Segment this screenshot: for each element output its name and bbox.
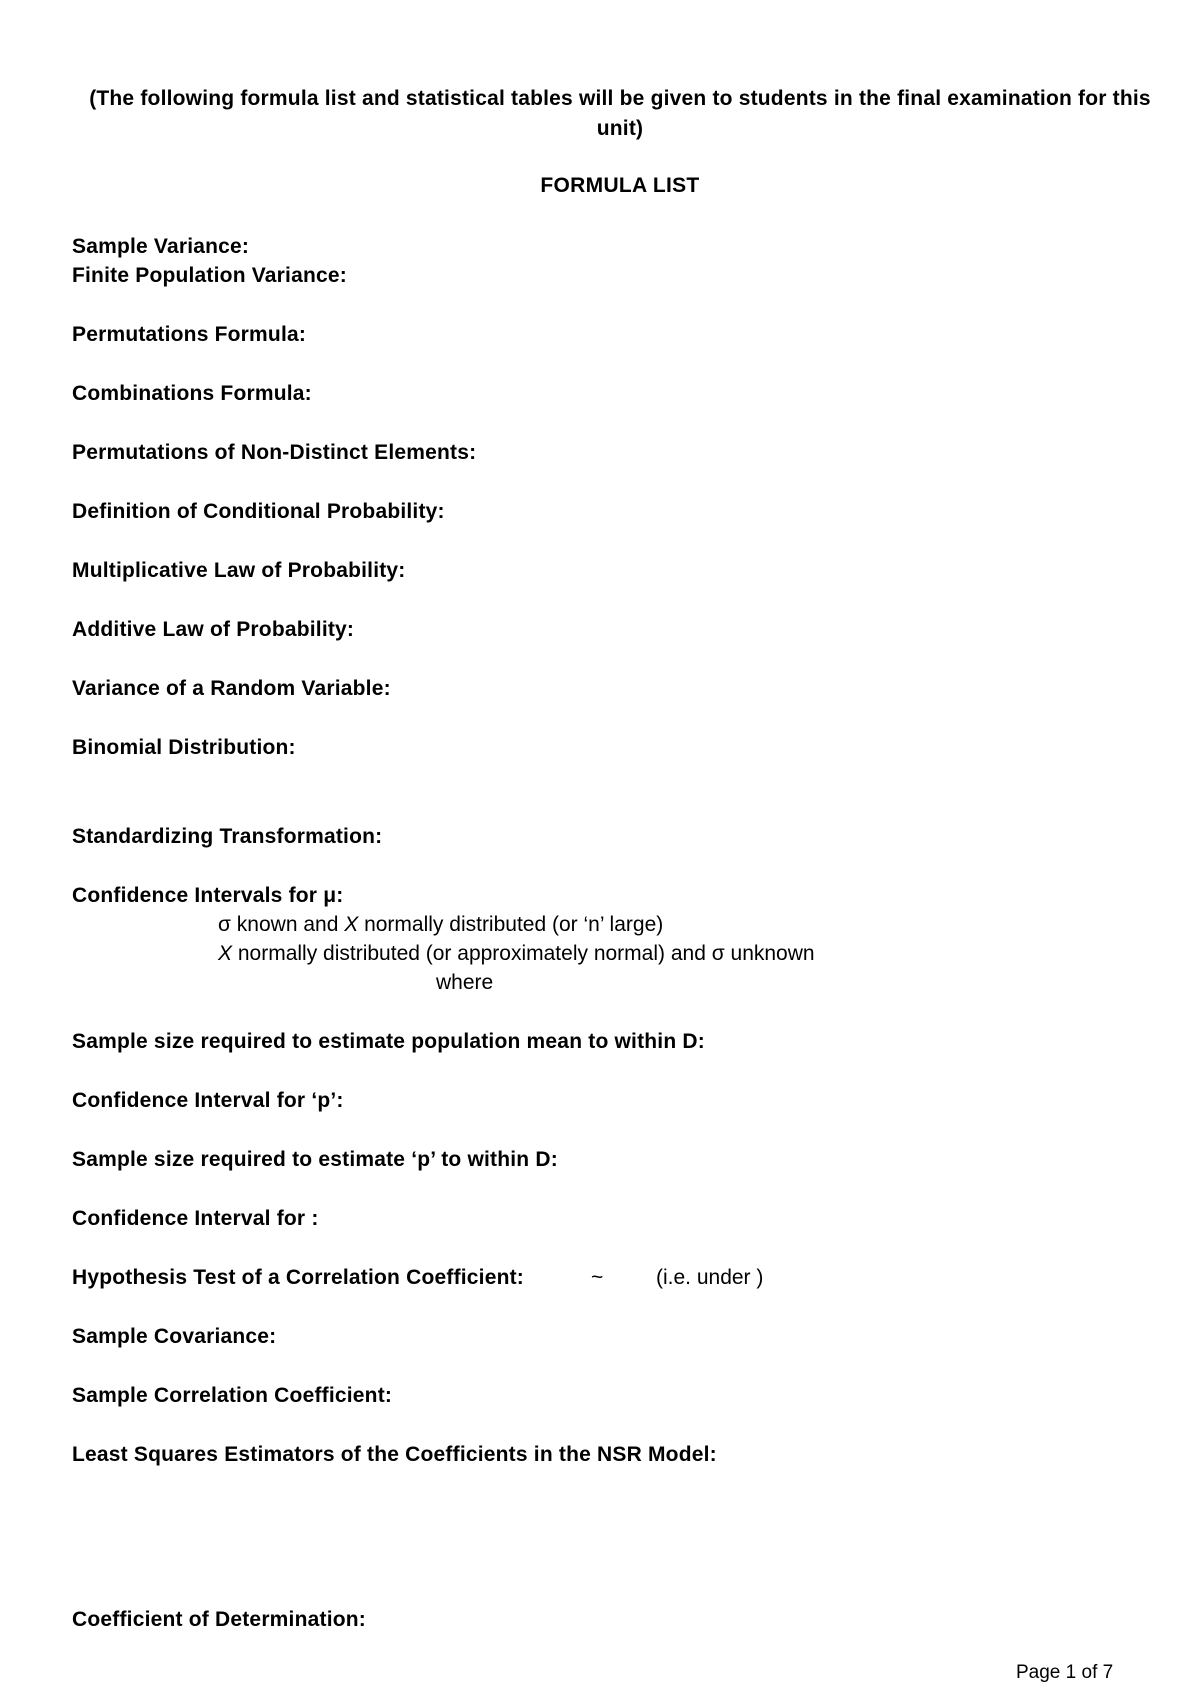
label-sample-size-mean: Sample size required to estimate population mean to within D: bbox=[72, 1030, 705, 1053]
ci-mu-case-sigma-known: σ known and X normally distributed (or ‘n’ large) bbox=[218, 913, 664, 936]
label-sample-size-p: Sample size required to estimate ‘p’ to within D: bbox=[72, 1148, 558, 1171]
label-conditional-probability: Definition of Conditional Probability: bbox=[72, 500, 445, 523]
intro-note: (The following formula list and statistical tables will be given to students in the final examination for this unit) bbox=[89, 87, 1151, 140]
label-sample-variance: Sample Variance: bbox=[72, 235, 250, 258]
label-coefficient-determination: Coefficient of Determination: bbox=[72, 1608, 366, 1631]
x-symbol: X bbox=[218, 942, 233, 965]
label-sample-correlation: Sample Correlation Coefficient: bbox=[72, 1384, 393, 1407]
label-permutations-formula: Permutations Formula: bbox=[72, 323, 307, 346]
hypothesis-under-note: (i.e. under ) bbox=[656, 1266, 764, 1289]
label-combinations-formula: Combinations Formula: bbox=[72, 382, 312, 405]
label-permutations-non-distinct: Permutations of Non-Distinct Elements: bbox=[72, 441, 477, 464]
label-variance-random-variable: Variance of a Random Variable: bbox=[72, 677, 391, 700]
label-sample-covariance: Sample Covariance: bbox=[72, 1325, 277, 1348]
label-additive-law: Additive Law of Probability: bbox=[72, 618, 355, 641]
label-multiplicative-law: Multiplicative Law of Probability: bbox=[72, 559, 406, 582]
page-title: FORMULA LIST bbox=[540, 174, 700, 197]
ci-mu-case-sigma-unknown: X normally distributed (or approximately normal) and σ unknown bbox=[218, 942, 815, 965]
sigma-symbol: σ bbox=[218, 913, 231, 936]
label-least-squares: Least Squares Estimators of the Coefficients in the NSR Model: bbox=[72, 1443, 717, 1466]
label-finite-population-variance: Finite Population Variance: bbox=[72, 264, 347, 287]
label-standardizing-transformation: Standardizing Transformation: bbox=[72, 825, 383, 848]
ci-mu-where: where bbox=[436, 971, 494, 994]
sigma-symbol: σ bbox=[711, 942, 725, 965]
page-number: Page 1 of 7 bbox=[1016, 1662, 1114, 1683]
label-confidence-interval-p: Confidence Interval for ‘p’: bbox=[72, 1089, 344, 1112]
label-binomial-distribution: Binomial Distribution: bbox=[72, 736, 296, 759]
x-symbol: X bbox=[344, 913, 359, 936]
label-hypothesis-test-correlation: Hypothesis Test of a Correlation Coefficient: bbox=[72, 1266, 524, 1289]
label-confidence-interval-for: Confidence Interval for : bbox=[72, 1207, 319, 1230]
tilde-symbol: ~ bbox=[591, 1266, 604, 1289]
label-confidence-intervals-mu: Confidence Intervals for μ: bbox=[72, 884, 344, 907]
